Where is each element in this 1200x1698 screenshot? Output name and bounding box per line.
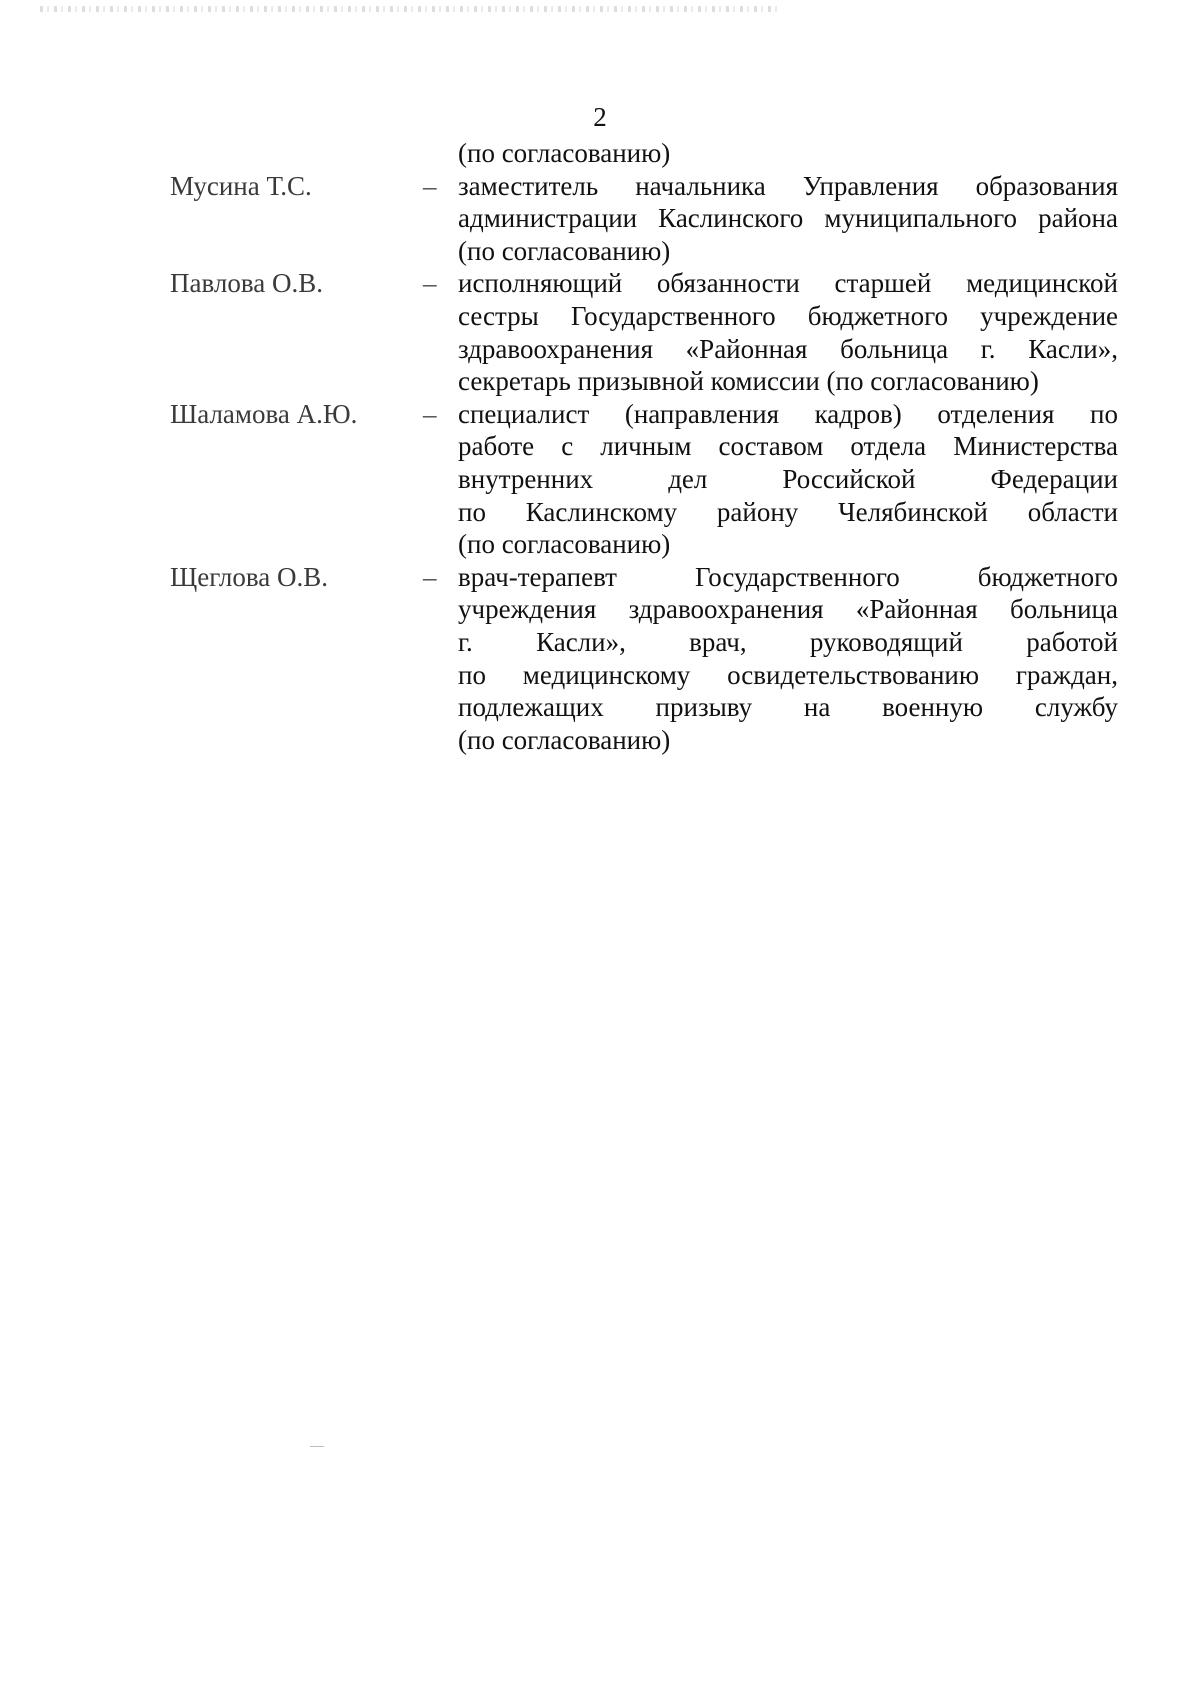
position-line: администрации Каслинского муниципального района xyxy=(458,203,1118,234)
position-line: (по согласованию) xyxy=(458,529,671,560)
continuation-text: (по согласованию) xyxy=(458,138,671,168)
word: врач, xyxy=(689,626,747,657)
member-position xyxy=(458,170,1118,268)
position-line: исполняющий обязанности старшей медицинской xyxy=(458,268,1118,299)
member-position xyxy=(458,561,1118,757)
position-line xyxy=(458,463,1118,496)
word: призыву xyxy=(655,692,753,723)
word: области xyxy=(1027,496,1118,527)
position-line xyxy=(458,626,1118,659)
scan-artifact xyxy=(40,6,780,12)
word: Государственного xyxy=(695,561,900,592)
word: г. xyxy=(458,626,473,657)
word: врач-терапевт xyxy=(458,561,617,592)
word: Федерации xyxy=(990,463,1118,494)
position-line: учреждения здравоохранения «Районная больница xyxy=(458,594,1118,625)
scan-mark xyxy=(310,1446,324,1447)
word: району xyxy=(716,496,799,527)
position-line xyxy=(458,691,1118,724)
dash-separator: – xyxy=(423,561,437,592)
member-entry xyxy=(0,561,1200,757)
page-number: 2 xyxy=(593,102,607,132)
commission-members-list xyxy=(0,137,1200,756)
position-line: по медицинскому освидетельствованию граждан, xyxy=(458,659,1118,690)
word: внутренних xyxy=(458,463,594,494)
word: на xyxy=(803,692,831,723)
dash-separator: – xyxy=(423,398,437,429)
position-line: заместитель начальника Управления образования xyxy=(458,170,1118,201)
dash-separator: – xyxy=(423,268,437,299)
member-entry xyxy=(0,398,1200,561)
word: по xyxy=(458,496,486,527)
position-line xyxy=(458,496,1118,529)
word: Челябинской xyxy=(838,496,988,527)
position-line: (по согласованию) xyxy=(458,724,671,755)
position-line: работе с личным составом отдела Министерства xyxy=(458,431,1118,462)
position-line: секретарь призывной комиссии (по согласованию) xyxy=(458,366,1039,397)
word: руководящий xyxy=(809,626,963,657)
member-name: Шаламова А.Ю. xyxy=(170,398,358,429)
word: работой xyxy=(1026,626,1118,657)
member-position xyxy=(458,267,1118,397)
position-line: (по согласованию) xyxy=(458,235,671,266)
word: бюджетного xyxy=(977,561,1118,592)
member-entry xyxy=(0,267,1200,397)
dash-separator: – xyxy=(423,170,437,201)
word: дел xyxy=(668,463,708,494)
position-line: сестры Государственного бюджетного учреждение xyxy=(458,300,1118,331)
member-name: Щеглова О.В. xyxy=(170,561,329,592)
member-name: Мусина Т.С. xyxy=(170,170,312,201)
member-name: Павлова О.В. xyxy=(170,268,323,299)
word: военную xyxy=(882,692,984,723)
word: Касли», xyxy=(536,626,626,657)
word: Российской xyxy=(782,463,916,494)
word: Каслинскому xyxy=(525,496,678,527)
position-line xyxy=(458,561,1118,594)
position-line: специалист (направления кадров) отделения по xyxy=(458,398,1118,429)
word: службу xyxy=(1034,692,1118,723)
position-line: здравоохранения «Районная больница г. Касли», xyxy=(458,333,1118,364)
member-position xyxy=(458,398,1118,561)
member-entry xyxy=(0,170,1200,268)
word: подлежащих xyxy=(458,692,604,723)
continuation-row xyxy=(0,137,1200,170)
